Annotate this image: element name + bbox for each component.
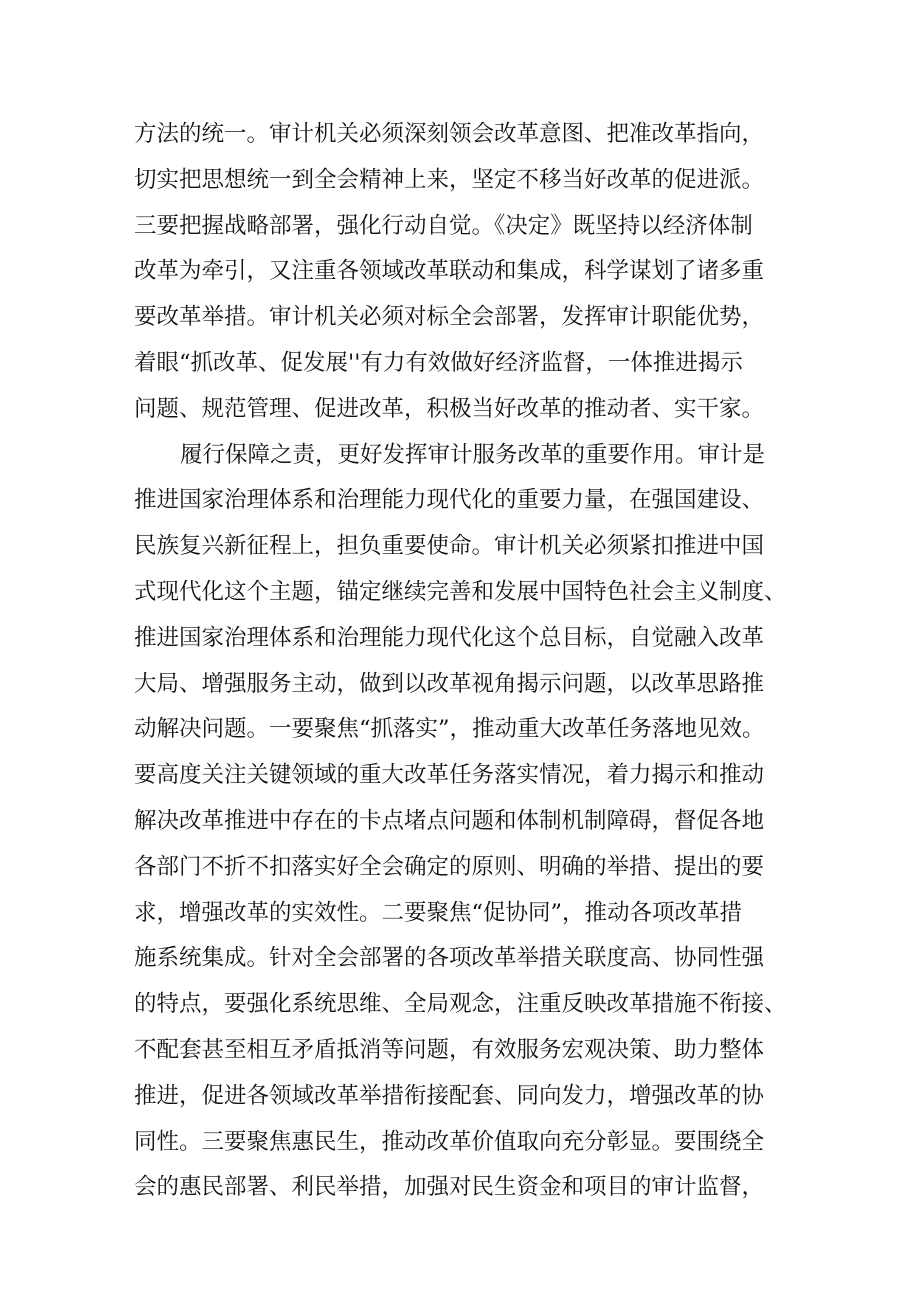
text-line: 切实把思想统一到全会精神上来，坚定不移当好改革的促进派。 — [134, 166, 765, 193]
text-line: 大局、增强服务主动，做到以改革视角揭示问题，以改革思路推 — [134, 670, 765, 697]
text-line: 各部门不折不扣落实好全会确定的原则、明确的举措、提出的要 — [134, 853, 765, 880]
text-line: 要高度关注关键领域的重大改革任务落实情况，着力揭示和推动 — [134, 762, 765, 789]
text-line: 不配套甚至相互矛盾抵消等问题，有效服务宏观决策、助力整体 — [134, 1036, 765, 1063]
text-line: 民族复兴新征程上，担负重要使命。审计机关必须紧扣推进中国 — [134, 533, 765, 560]
text-line: 改革为牵引，又注重各领域改革联动和集成，科学谋划了诸多重 — [134, 258, 765, 285]
text-line: 三要把握战略部署，强化行动自觉。《决定》既坚持以经济体制 — [134, 212, 753, 239]
body-text — [134, 112, 804, 1211]
text-line: 问题、规范管理、促进改革，积极当好改革的推动者、实干家。 — [134, 395, 765, 422]
text-line: 动解决问题。一要聚焦“抓落实”，推动重大改革任务落地见效。 — [134, 716, 765, 743]
text-line: 解决改革推进中存在的卡点堵点问题和体制机制障碍，督促各地 — [134, 807, 765, 834]
text-line: 着眼“抓改革、促发展''有力有效做好经济监督，一体推进揭示 — [134, 349, 743, 376]
text-line: 施系统集成。针对全会部署的各项改革举措关联度高、协同性强 — [134, 945, 765, 972]
text-line: 的特点，要强化系统思维、全局观念，注重反映改革措施不衔接、 — [134, 991, 787, 1018]
text-line: 方法的统一。审计机关必须深刻领会改革意图、把准改革指向， — [134, 121, 765, 147]
text-line: 会的惠民部署、利民举措，加强对民生资金和项目的审计监督， — [134, 1174, 765, 1201]
text-line: 推进国家治理体系和治理能力现代化的重要力量，在强国建设、 — [134, 487, 765, 514]
text-line: 推进国家治理体系和治理能力现代化这个总目标，自觉融入改革 — [134, 624, 765, 651]
text-line: 同性。三要聚焦惠民生，推动改革价值取向充分彰显。要围绕全 — [134, 1128, 765, 1155]
text-line: 求，增强改革的实效性。二要聚焦“促协同”，推动各项改革措 — [134, 899, 743, 926]
text-line: 推进，促进各领域改革举措衔接配套、同向发力，增强改革的协 — [134, 1082, 765, 1109]
text-line: 要改革举措。审计机关必须对标全会部署，发挥审计职能优势， — [134, 304, 765, 331]
paragraph-first-line: 履行保障之责，更好发挥审计服务改革的重要作用。审计是 — [180, 441, 766, 468]
text-line: 式现代化这个主题，锚定继续完善和发展中国特色社会主义制度、 — [134, 578, 787, 605]
